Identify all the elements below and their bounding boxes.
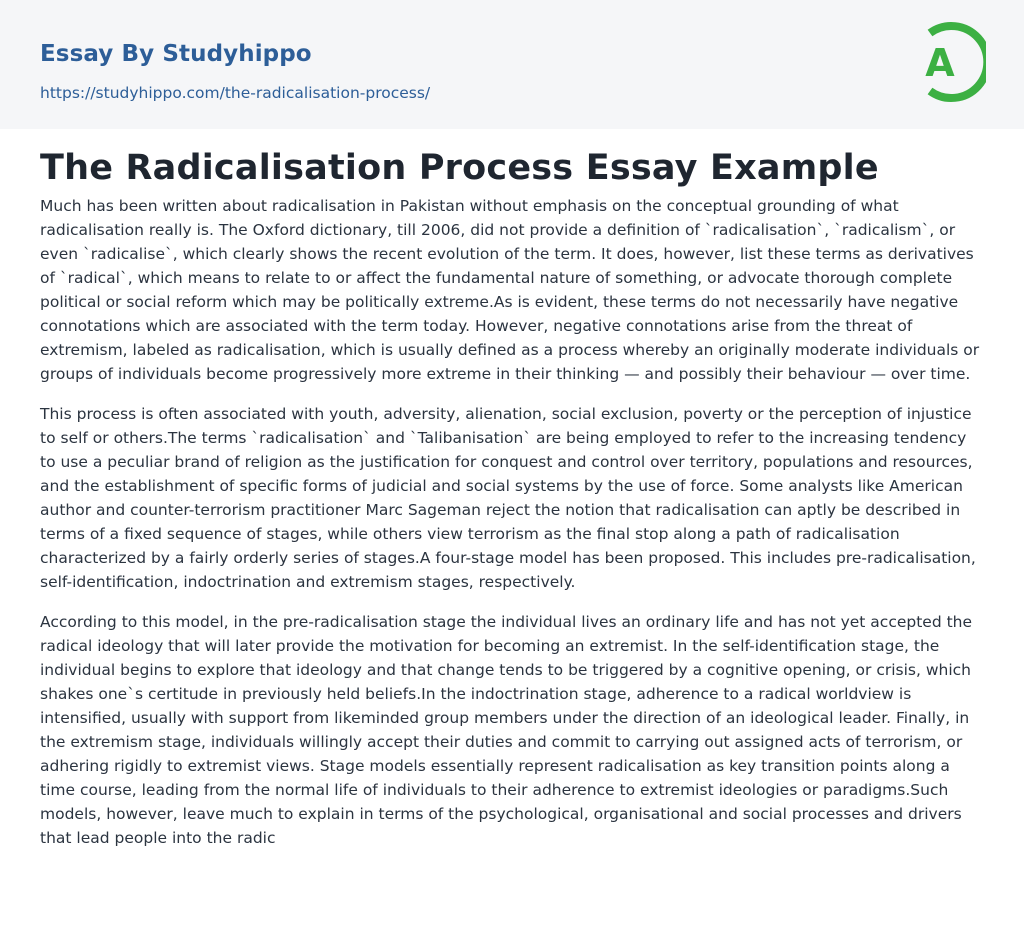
essay-paragraph: According to this model, in the pre-radicalisation stage the individual lives an ordinary life and has not yet accepted the radical ideology that will later provide the motivation for becoming an extremist. In the self-identification stage, the individual begins to explore that ideology and that change tends to be triggered by a cognitive opening, or crisis, which shakes one`s certitude in previously held beliefs.In the indoctrination stage, adherence to a radical worldview is intensified, usually with support from likeminded group members under the direction of an ideological leader. Finally, in the extremism stage, individuals willingly accept their duties and commit to carrying out assigned acts of terrorism, or adhering rigidly to extremist views. Stage models essentially represent radicalisation as key transition points along a time course, leading from the normal life of individuals to their adherence to extremist ideologies or paradigms.Such models, however, leave much to explain in terms of the psychological, organisational and social processes and drivers that lead people into the radic — [40, 613, 973, 847]
studyhippo-logo-icon[interactable] — [912, 19, 986, 105]
logo-letter: A — [925, 41, 955, 85]
essay-paragraph: This process is often associated with youth, adversity, alienation, social exclusion, poverty or the perception of injustice to self or others.The terms `radicalisation` and `Talibanisation` are being employed to refer to the increasing tendency to use a peculiar brand of religion as the justification for conquest and control over territory, populations and resources, and the establishment of specific forms of judicial and social systems by the use of force. Some analysts like American author and counter-terrorism practitioner Marc Sageman reject the notion that radicalisation can aptly be described in terms of a fixed sequence of stages, while others view terrorism as the final stop along a path of radicalisation characterized by a fairly orderly series of stages.A four-stage model has been proposed. This includes pre-radicalisation, self-identification, indoctrination and extremism stages, respectively. — [40, 405, 976, 591]
essay-paragraph: Much has been written about radicalisation in Pakistan without emphasis on the conceptual grounding of what radicalisation really is. The Oxford dictionary, till 2006, did not provide a definition of `radicalisation`, `radicalism`, or even `radicalise`, which clearly shows the recent evolution of the term. It does, however, list these terms as derivatives of `radical`, which means to relate to or affect the fundamental nature of something, or advocate thorough complete political or social reform which may be politically extreme.As is evident, these terms do not necessarily have negative connotations which are associated with the term today. However, negative connotations arise from the threat of extremism, labeled as radicalisation, which is usually defined as a process whereby an originally moderate individuals or groups of individuals become progressively more extreme in their thinking — and possibly their behaviour — over time. — [40, 197, 980, 383]
essay-body — [40, 194, 985, 866]
brand-title: Essay By Studyhippo — [40, 41, 312, 67]
page-title: The Radicalisation Process Essay Example — [40, 148, 879, 188]
essay-url-link[interactable]: https://studyhippo.com/the-radicalisation-process/ — [40, 84, 431, 102]
